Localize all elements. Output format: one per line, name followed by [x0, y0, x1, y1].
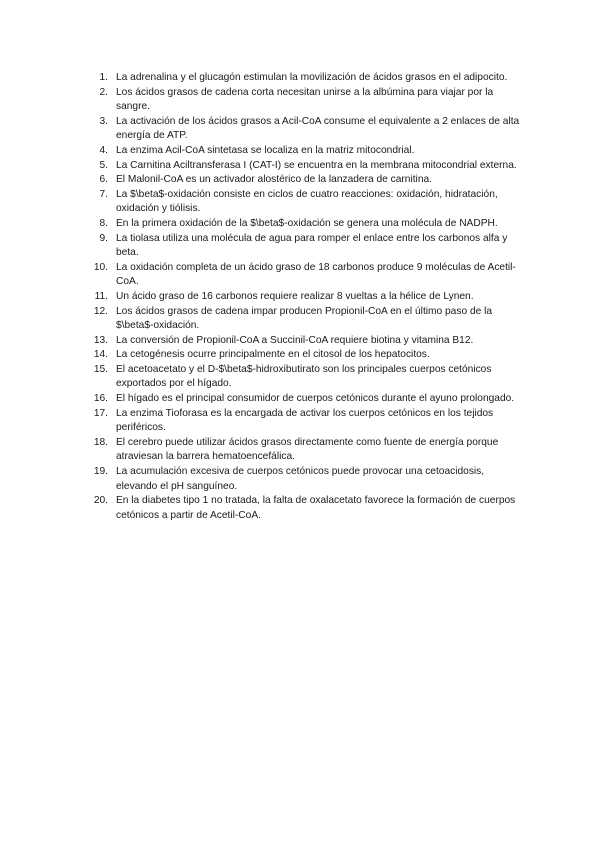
item-text: La oxidación completa de un ácido graso de 18 carbonos produce 9 moléculas de Acetil-CoA. [116, 261, 516, 288]
item-text: En la primera oxidación de la $\beta$-oxidación se genera una molécula de NADPH. [116, 217, 498, 229]
item-text: Un ácido graso de 16 carbonos requiere realizar 8 vueltas a la hélice de Lynen. [116, 290, 474, 302]
item-number: 12. [93, 305, 108, 317]
item-number: 6. [99, 174, 108, 186]
list-item [88, 159, 528, 174]
list-item [88, 173, 528, 188]
list-item [88, 144, 528, 159]
list-item [88, 392, 528, 407]
list-item [88, 305, 528, 334]
item-number: 19. [93, 466, 108, 478]
item-number: 8. [99, 217, 108, 229]
statement-list [88, 71, 528, 523]
item-text: En la diabetes tipo 1 no tratada, la falta de oxalacetato favorece la formación de cuerpos cetónicos a partir de Acetil-CoA. [116, 495, 516, 521]
list-item [88, 232, 528, 261]
item-number: 17. [93, 407, 108, 419]
list-item [88, 436, 528, 465]
item-number: 10. [93, 261, 108, 273]
item-number: 18. [93, 436, 108, 448]
item-number: 11. [94, 290, 108, 302]
item-text: Los ácidos grasos de cadena impar producen Propionil-CoA en el último paso de la $\beta$-oxidación. [116, 305, 493, 332]
item-number: 4. [99, 144, 108, 156]
item-text: La enzima Tioforasa es la encargada de activar los cuerpos cetónicos en los tejidos periféricos. [116, 407, 494, 434]
list-item [88, 348, 528, 363]
item-number: 16. [93, 393, 108, 405]
item-text: La enzima Acil-CoA sintetasa se localiza en la matriz mitocondrial. [116, 144, 415, 156]
item-number: 2. [99, 86, 108, 98]
list-item [88, 290, 528, 305]
list-item [88, 334, 528, 349]
item-text: La acumulación excesiva de cuerpos cetónicos puede provocar una cetoacidosis, elevando el pH sanguíneo. [116, 466, 485, 492]
item-text: La Carnitina Aciltransferasa I (CAT-I) se encuentra en la membrana mitocondrial externa. [116, 159, 517, 171]
item-text: El acetoacetato y el D-$\beta$-hidroxibutirato son los principales cuerpos cetónicos exportados por el hígado. [116, 363, 492, 390]
item-text: La $\beta$-oxidación consiste en ciclos de cuatro reacciones: oxidación, hidratación, oxidación y tiólisis. [116, 188, 498, 215]
list-item [88, 363, 528, 392]
item-number: 20. [93, 495, 108, 507]
list-item [88, 494, 528, 523]
item-number: 7. [99, 188, 108, 200]
list-item [88, 217, 528, 232]
item-text: Los ácidos grasos de cadena corta necesitan unirse a la albúmina para viajar por la sangre. [116, 86, 494, 113]
item-text: La activación de los ácidos grasos a Acil-CoA consume el equivalente a 2 enlaces de alta energía de ATP. [116, 115, 520, 142]
list-item [88, 71, 528, 86]
item-text: La conversión de Propionil-CoA a Succinil-CoA requiere biotina y vitamina B12. [116, 334, 474, 346]
item-number: 3. [99, 115, 108, 127]
list-item [88, 115, 528, 144]
item-number: 9. [99, 232, 108, 244]
list-item [88, 407, 528, 436]
item-number: 1. [99, 72, 108, 83]
item-text: El cerebro puede utilizar ácidos grasos directamente como fuente de energía porque atraviesan la barrera hematoencefálica. [116, 436, 499, 463]
item-number: 14. [93, 349, 108, 361]
item-text: La adrenalina y el glucagón estimulan la movilización de ácidos grasos en el adipocito. [116, 72, 508, 83]
list-item [88, 261, 528, 290]
list-item [88, 86, 528, 115]
list-item [88, 465, 528, 494]
list-item [88, 188, 528, 217]
item-text: El Malonil-CoA es un activador alostérico de la lanzadera de carnitina. [116, 174, 432, 186]
item-text: La cetogénesis ocurre principalmente en el citosol de los hepatocitos. [116, 349, 430, 361]
item-text: La tiolasa utiliza una molécula de agua para romper el enlace entre los carbonos alfa y beta. [116, 232, 508, 259]
item-number: 13. [93, 334, 108, 346]
item-text: El hígado es el principal consumidor de cuerpos cetónicos durante el ayuno prolongado. [116, 393, 515, 405]
item-number: 5. [99, 159, 108, 171]
item-number: 15. [93, 363, 108, 375]
